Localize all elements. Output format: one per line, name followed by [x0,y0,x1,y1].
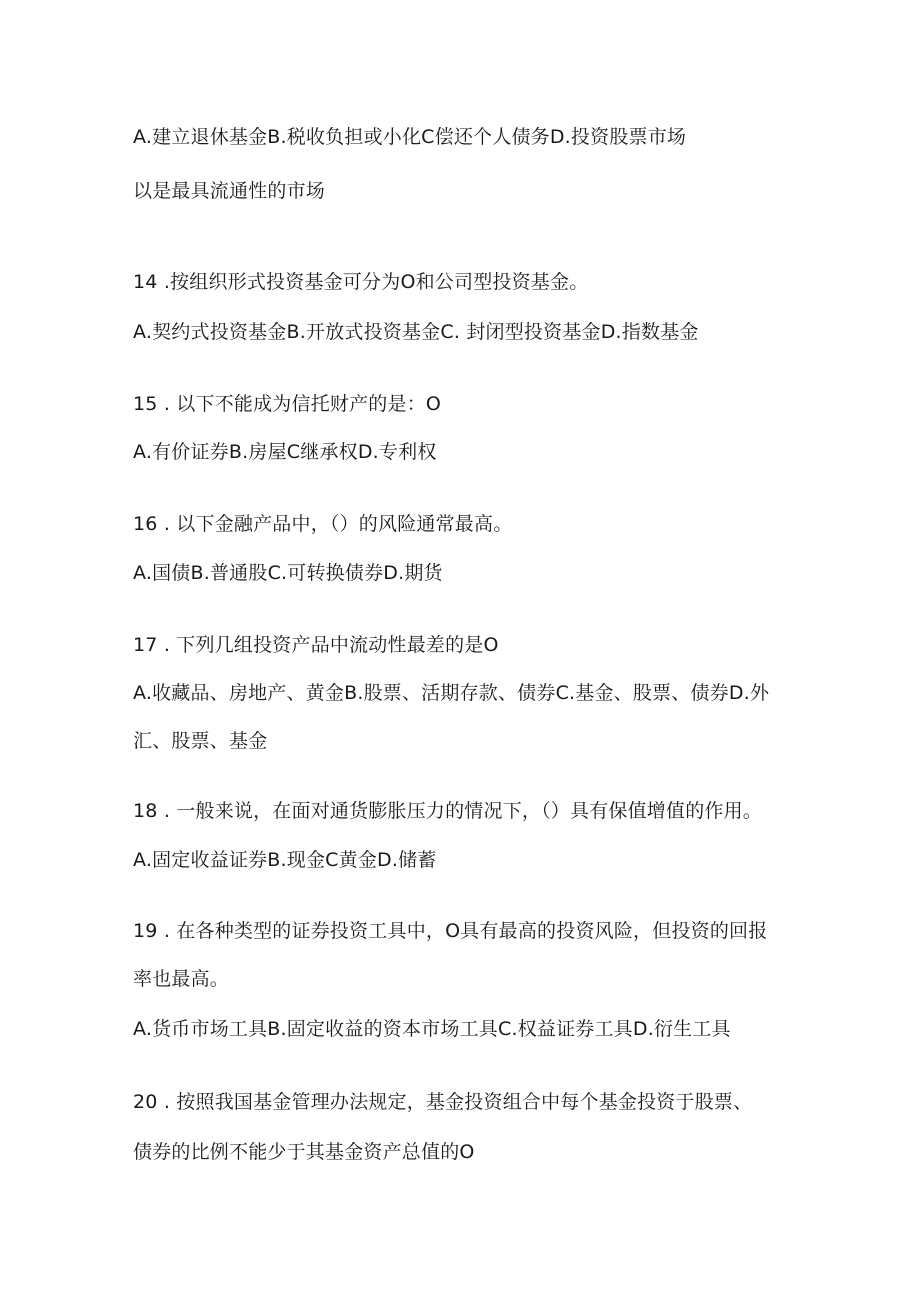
q19-question-continuation: 率也最高。 [133,968,230,990]
q17-options: A.收藏品、房地产、黄金B.股票、活期存款、债券C.基金、股票、债券D.外 [133,682,770,704]
q15-options: A.有价证券B.房屋C继承权D.专利权 [133,441,437,463]
q17-question: 17 . 下列几组投资产品中流动性最差的是O [133,634,499,656]
q16-question: 16 . 以下金融产品中，（）的风险通常最高。 [133,513,513,535]
q19-question: 19 . 在各种类型的证券投资工具中，O具有最高的投资风险，但投资的回报 [133,920,768,942]
q13-continuation-line: 以是最具流通性的市场 [133,180,326,202]
q20-question-continuation: 债券的比例不能少于其基金资产总值的O [133,1141,475,1163]
q19-options: A.货币市场工具B.固定收益的资本市场工具C.权益证券工具D.衍生工具 [133,1018,731,1040]
q16-options: A.国债B.普通股C.可转换债券D.期货 [133,562,443,584]
q20-question: 20 . 按照我国基金管理办法规定，基金投资组合中每个基金投资于股票、 [133,1091,753,1113]
q13-options-line: A.建立退休基金B.税收负担或小化C偿还个人债务D.投资股票市场 [133,126,687,148]
q17-options-continuation: 汇、股票、基金 [133,730,268,752]
q14-options: A.契约式投资基金B.开放式投资基金C. 封闭型投资基金D.指数基金 [133,321,699,343]
q14-question: 14 .按组织形式投资基金可分为O和公司型投资基金。 [133,271,589,293]
q15-question: 15 . 以下不能成为信托财产的是：O [133,393,442,415]
q18-options: A.固定收益证券B.现金C黄金D.储蓄 [133,849,437,871]
q18-question: 18 . 一般来说，在面对通货膨胀压力的情况下，（）具有保值增值的作用。 [133,800,762,822]
